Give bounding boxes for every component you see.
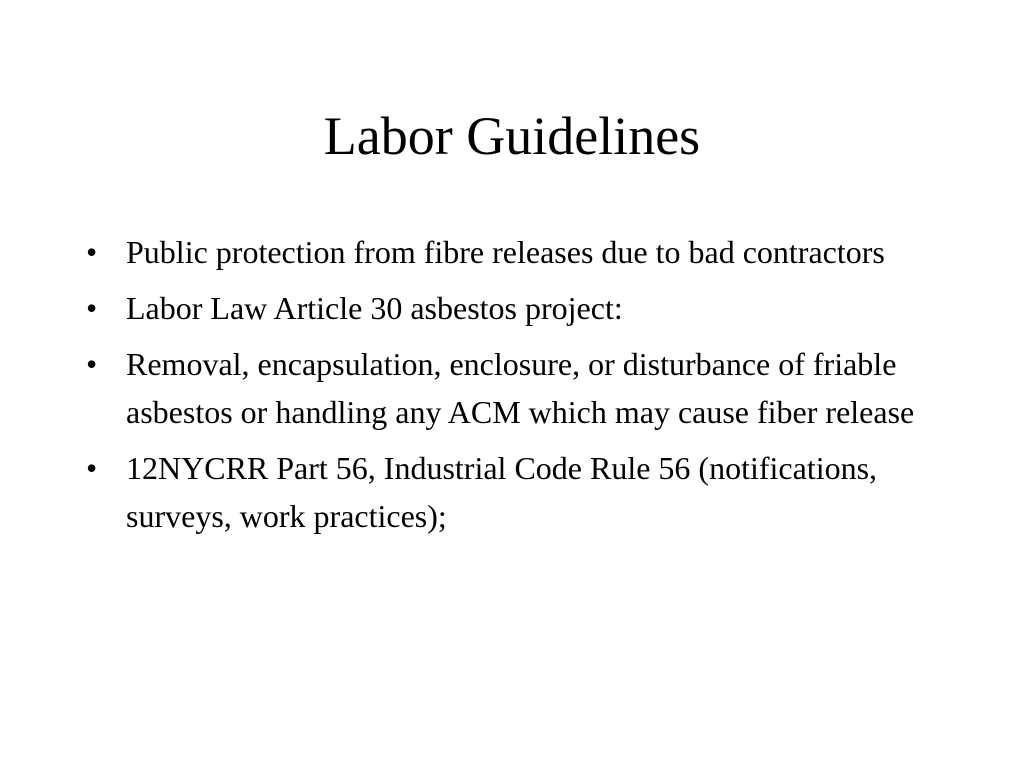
bullet-text: 12NYCRR Part 56, Industrial Code Rule 56 (notifications, surveys, work practices);	[126, 450, 878, 534]
bullet-icon: •	[86, 234, 98, 270]
bullet-icon: •	[86, 290, 98, 326]
bullet-icon: •	[86, 346, 98, 382]
bullet-item-1	[84, 228, 944, 276]
bullet-text: Public protection from fibre releases due to bad contractors	[126, 234, 885, 270]
bullet-text: Removal, encapsulation, enclosure, or disturbance of friable asbestos or handling any ACM which may cause fiber release	[126, 346, 915, 430]
bullet-icon: •	[86, 450, 98, 486]
bullet-item-2	[84, 284, 944, 332]
slide-title: Labor Guidelines	[323, 106, 701, 166]
bullet-list	[84, 228, 944, 548]
bullet-item-3	[84, 340, 944, 436]
bullet-item-4	[84, 444, 944, 540]
bullet-text: Labor Law Article 30 asbestos project:	[126, 290, 623, 326]
